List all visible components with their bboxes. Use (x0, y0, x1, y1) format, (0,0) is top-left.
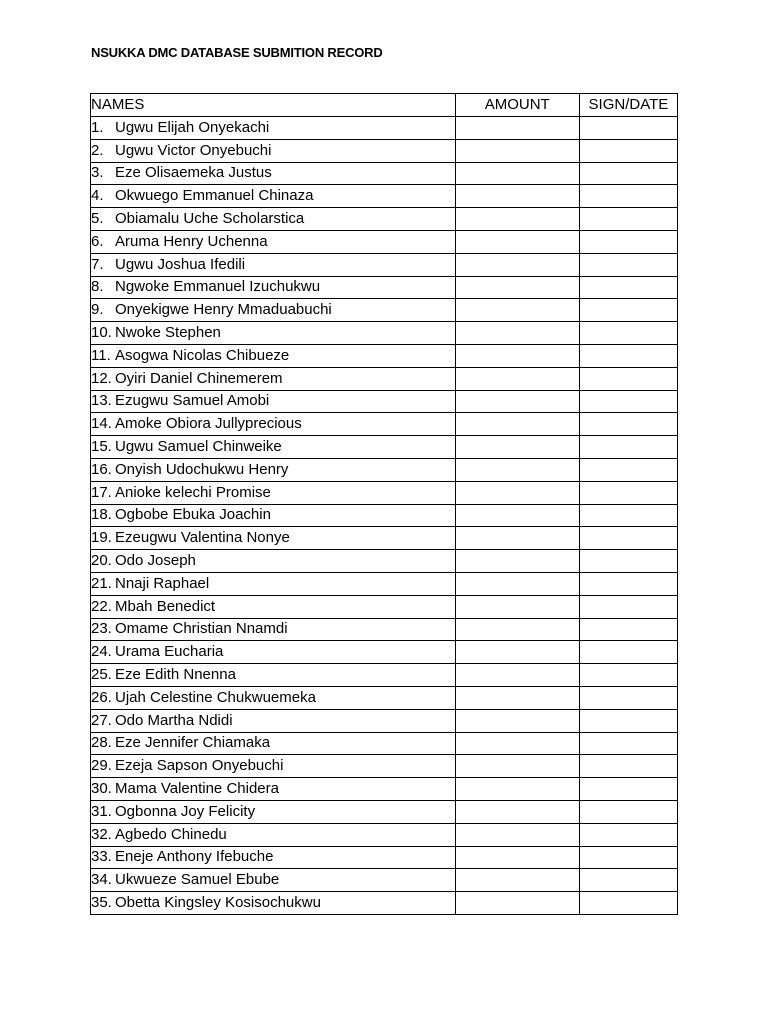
name-cell (91, 504, 456, 527)
row-number: 33. (91, 848, 112, 866)
name-cell (91, 846, 456, 869)
sign-date-cell[interactable] (579, 458, 677, 481)
row-number: 8. (91, 278, 104, 296)
row-number: 18. (91, 506, 112, 524)
sign-date-cell[interactable] (579, 686, 677, 709)
person-name: Eze Jennifer Chiamaka (115, 734, 271, 752)
row-number: 4. (91, 187, 104, 205)
table-row (91, 755, 678, 778)
person-name: Obetta Kingsley Kosisochukwu (115, 893, 321, 911)
sign-date-cell[interactable] (579, 527, 677, 550)
sign-date-cell[interactable] (579, 344, 677, 367)
name-cell (91, 117, 456, 140)
amount-cell[interactable] (455, 276, 579, 299)
sign-date-cell[interactable] (579, 869, 677, 892)
row-number: 1. (91, 118, 104, 136)
person-name: Anioke kelechi Promise (115, 483, 271, 501)
amount-cell[interactable] (455, 185, 579, 208)
person-name: Urama Eucharia (115, 643, 224, 661)
sign-date-cell[interactable] (579, 390, 677, 413)
name-cell (91, 550, 456, 573)
table-row (91, 641, 678, 664)
amount-cell[interactable] (455, 686, 579, 709)
sign-date-cell[interactable] (579, 595, 677, 618)
amount-cell[interactable] (455, 778, 579, 801)
sign-date-cell[interactable] (579, 709, 677, 732)
sign-date-column-header: SIGN/DATE (579, 94, 677, 117)
person-name: Mbah Benedict (115, 597, 216, 615)
person-name: Ogbobe Ebuka Joachin (115, 506, 271, 524)
amount-cell[interactable] (455, 732, 579, 755)
amount-cell[interactable] (455, 253, 579, 276)
person-name: Mama Valentine Chidera (115, 780, 279, 797)
row-number: 6. (91, 232, 104, 250)
row-number: 3. (91, 164, 104, 182)
table-row (91, 527, 678, 550)
amount-cell[interactable] (455, 458, 579, 481)
name-cell (91, 458, 456, 481)
row-number: 10. (91, 324, 112, 342)
row-number: 17. (91, 483, 112, 501)
amount-cell[interactable] (455, 436, 579, 459)
name-cell (91, 892, 456, 915)
table-row (91, 276, 678, 299)
name-cell (91, 800, 456, 823)
sign-date-cell[interactable] (579, 230, 677, 253)
name-cell (91, 230, 456, 253)
row-number: 29. (91, 757, 112, 775)
table-row (91, 253, 678, 276)
amount-cell[interactable] (455, 139, 579, 162)
name-cell (91, 344, 456, 367)
name-cell (91, 436, 456, 459)
table-header-row (91, 94, 678, 117)
sign-date-cell[interactable] (579, 208, 677, 231)
sign-date-cell[interactable] (579, 117, 677, 140)
table-row (91, 595, 678, 618)
row-number: 26. (91, 688, 112, 706)
person-name: Asogwa Nicolas Chibueze (115, 346, 290, 364)
row-number: 24. (91, 643, 112, 661)
sign-date-cell[interactable] (579, 800, 677, 823)
table-row (91, 709, 678, 732)
table-row (91, 618, 678, 641)
person-name: Agbedo Chinedu (115, 825, 227, 843)
row-number: 19. (91, 529, 112, 547)
row-number: 5. (91, 210, 104, 228)
amount-cell[interactable] (455, 230, 579, 253)
sign-date-cell[interactable] (579, 185, 677, 208)
sign-date-cell[interactable] (579, 504, 677, 527)
person-name: Onyish Udochukwu Henry (115, 460, 289, 478)
names-column-header: NAMES (91, 94, 456, 117)
name-cell (91, 755, 456, 778)
table-row (91, 572, 678, 595)
person-name: Ogbonna Joy Felicity (115, 802, 256, 820)
person-name: Eze Edith Nnenna (115, 666, 236, 684)
sign-date-cell[interactable] (579, 846, 677, 869)
row-number: 28. (91, 734, 112, 752)
sign-date-cell[interactable] (579, 413, 677, 436)
row-number: 21. (91, 574, 112, 592)
name-cell (91, 686, 456, 709)
sign-date-cell[interactable] (579, 664, 677, 687)
name-cell (91, 664, 456, 687)
table-row (91, 892, 678, 915)
sign-date-cell[interactable] (579, 892, 677, 915)
name-cell (91, 208, 456, 231)
table-row (91, 322, 678, 345)
sign-date-cell[interactable] (579, 162, 677, 185)
table-row (91, 458, 678, 481)
person-name: Nwoke Stephen (115, 324, 221, 342)
amount-cell[interactable] (455, 322, 579, 345)
name-cell (91, 162, 456, 185)
table-row (91, 299, 678, 322)
table-row (91, 869, 678, 892)
table-row (91, 139, 678, 162)
amount-column-header: AMOUNT (455, 94, 579, 117)
row-number: 11. (91, 346, 111, 364)
person-name: Nnaji Raphael (115, 574, 210, 592)
person-name: Ujah Celestine Chukwuemeka (115, 688, 316, 706)
sign-date-cell[interactable] (579, 276, 677, 299)
amount-cell[interactable] (455, 595, 579, 618)
table-row (91, 344, 678, 367)
table-row (91, 367, 678, 390)
name-cell (91, 618, 456, 641)
table-row (91, 413, 678, 436)
sign-date-cell[interactable] (579, 732, 677, 755)
person-name: Aruma Henry Uchenna (115, 232, 268, 250)
row-number: 30. (91, 780, 112, 797)
person-name: Onyekigwe Henry Mmaduabuchi (115, 301, 332, 319)
row-number: 25. (91, 666, 112, 684)
person-name: Ezugwu Samuel Amobi (115, 392, 270, 410)
person-name: Obiamalu Uche Scholarstica (115, 210, 305, 228)
table-row (91, 846, 678, 869)
person-name: Ezeugwu Valentina Nonye (115, 529, 290, 547)
amount-cell[interactable] (455, 527, 579, 550)
name-cell (91, 641, 456, 664)
sign-date-cell[interactable] (579, 572, 677, 595)
name-cell (91, 390, 456, 413)
row-number: 16. (91, 460, 112, 478)
name-cell (91, 139, 456, 162)
sign-date-cell[interactable] (579, 481, 677, 504)
sign-date-cell[interactable] (579, 778, 677, 801)
sign-date-cell[interactable] (579, 550, 677, 573)
amount-cell[interactable] (455, 618, 579, 641)
person-name: Ezeja Sapson Onyebuchi (115, 757, 284, 775)
name-cell (91, 481, 456, 504)
name-cell (91, 595, 456, 618)
person-name: Amoke Obiora Jullyprecious (115, 415, 302, 433)
row-number: 34. (91, 871, 112, 889)
name-cell (91, 778, 456, 801)
name-cell (91, 823, 456, 846)
person-name: Oyiri Daniel Chinemerem (115, 369, 283, 387)
sign-date-cell[interactable] (579, 618, 677, 641)
amount-cell[interactable] (455, 117, 579, 140)
table-row (91, 664, 678, 687)
amount-cell[interactable] (455, 299, 579, 322)
person-name: Okwuego Emmanuel Chinaza (115, 187, 314, 205)
row-number: 12. (91, 369, 112, 387)
table-row (91, 800, 678, 823)
row-number: 15. (91, 438, 112, 456)
amount-cell[interactable] (455, 481, 579, 504)
table-row (91, 504, 678, 527)
sign-date-cell[interactable] (579, 367, 677, 390)
name-cell (91, 709, 456, 732)
sign-date-cell[interactable] (579, 139, 677, 162)
amount-cell[interactable] (455, 664, 579, 687)
row-number: 13. (91, 392, 112, 410)
sign-date-cell[interactable] (579, 823, 677, 846)
person-name: Ukwueze Samuel Ebube (115, 871, 280, 889)
amount-cell[interactable] (455, 572, 579, 595)
name-cell (91, 276, 456, 299)
amount-cell[interactable] (455, 367, 579, 390)
row-number: 35. (91, 893, 112, 911)
table-row (91, 185, 678, 208)
amount-cell[interactable] (455, 823, 579, 846)
table-row (91, 208, 678, 231)
row-number: 7. (91, 255, 104, 273)
row-number: 2. (91, 141, 104, 159)
name-cell (91, 322, 456, 345)
sign-date-cell[interactable] (579, 322, 677, 345)
row-number: 27. (91, 711, 112, 729)
person-name: Ugwu Elijah Onyekachi (115, 118, 270, 136)
row-number: 23. (91, 620, 112, 638)
name-cell (91, 367, 456, 390)
amount-cell[interactable] (455, 800, 579, 823)
amount-cell[interactable] (455, 344, 579, 367)
amount-cell[interactable] (455, 162, 579, 185)
amount-cell[interactable] (455, 504, 579, 527)
person-name: Eze Olisaemeka Justus (115, 164, 272, 182)
table-row (91, 481, 678, 504)
name-cell (91, 732, 456, 755)
table-row (91, 550, 678, 573)
sign-date-cell[interactable] (579, 641, 677, 664)
person-name: Ugwu Joshua Ifedili (115, 255, 246, 273)
row-number: 14. (91, 415, 112, 433)
amount-cell[interactable] (455, 709, 579, 732)
table-row (91, 117, 678, 140)
row-number: 20. (91, 552, 112, 570)
sign-date-cell[interactable] (579, 436, 677, 459)
table-row (91, 390, 678, 413)
amount-cell[interactable] (455, 390, 579, 413)
person-name: Eneje Anthony Ifebuche (115, 848, 274, 866)
document-title: NSUKKA DMC DATABASE SUBMITION RECORD (91, 45, 383, 60)
name-cell (91, 527, 456, 550)
name-cell (91, 869, 456, 892)
table-row (91, 686, 678, 709)
table-row (91, 436, 678, 459)
amount-cell[interactable] (455, 892, 579, 915)
person-name: Ngwoke Emmanuel Izuchukwu (115, 278, 321, 296)
name-cell (91, 413, 456, 436)
name-cell (91, 253, 456, 276)
amount-cell[interactable] (455, 846, 579, 869)
row-number: 9. (91, 301, 104, 319)
amount-cell[interactable] (455, 641, 579, 664)
person-name: Omame Christian Nnamdi (115, 620, 288, 638)
row-number: 32. (91, 825, 112, 843)
sign-date-cell[interactable] (579, 299, 677, 322)
sign-date-cell[interactable] (579, 253, 677, 276)
amount-cell[interactable] (455, 413, 579, 436)
name-cell (91, 185, 456, 208)
table-row (91, 732, 678, 755)
amount-cell[interactable] (455, 755, 579, 778)
amount-cell[interactable] (455, 208, 579, 231)
person-name: Ugwu Victor Onyebuchi (115, 141, 272, 159)
table-row (91, 230, 678, 253)
table-body (91, 117, 678, 915)
amount-cell[interactable] (455, 869, 579, 892)
table-row (91, 162, 678, 185)
row-number: 22. (91, 597, 112, 615)
person-name: Odo Joseph (115, 552, 196, 570)
person-name: Ugwu Samuel Chinweike (115, 438, 282, 456)
name-cell (91, 572, 456, 595)
sign-date-cell[interactable] (579, 755, 677, 778)
name-cell (91, 299, 456, 322)
submission-record-table (90, 93, 678, 915)
table-row (91, 823, 678, 846)
amount-cell[interactable] (455, 550, 579, 573)
row-number: 31. (91, 802, 112, 820)
person-name: Odo Martha Ndidi (115, 711, 233, 729)
table-row (91, 778, 678, 801)
